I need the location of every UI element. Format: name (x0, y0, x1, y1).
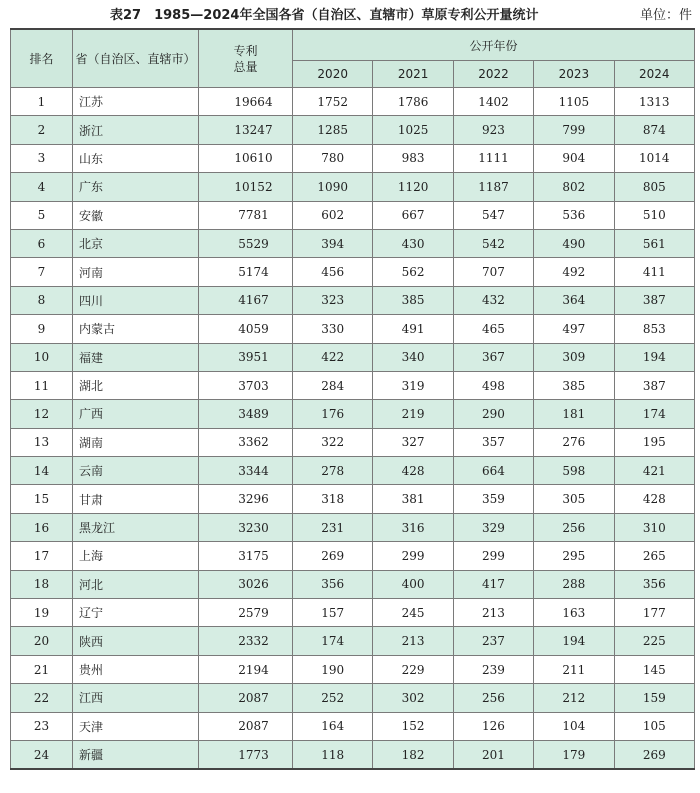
table-row (11, 485, 695, 513)
table-row (11, 457, 695, 485)
total-cell: 3175 (199, 542, 293, 570)
total-cell: 3344 (199, 457, 293, 485)
province-cell: 浙江 (73, 116, 199, 144)
year-2022-cell: 367 (453, 343, 533, 371)
year-2021-cell: 428 (373, 457, 453, 485)
year-2021-cell: 182 (373, 740, 453, 769)
province-cell: 河北 (73, 570, 199, 598)
year-2023-cell: 802 (534, 173, 614, 201)
rank-cell: 14 (11, 457, 73, 485)
year-2023-cell: 598 (534, 457, 614, 485)
year-2022-cell: 329 (453, 513, 533, 541)
table-row (11, 684, 695, 712)
table-row (11, 144, 695, 172)
year-2021-cell: 430 (373, 229, 453, 257)
year-2021-cell: 1786 (373, 88, 453, 116)
total-cell: 10610 (199, 144, 293, 172)
year-2020-cell: 323 (293, 286, 373, 314)
year-2024-cell: 265 (614, 542, 694, 570)
year-2023-cell: 536 (534, 201, 614, 229)
year-2020-cell: 231 (293, 513, 373, 541)
total-cell: 4167 (199, 286, 293, 314)
rank-cell: 9 (11, 315, 73, 343)
year-2022-cell: 542 (453, 229, 533, 257)
total-cell: 19664 (199, 88, 293, 116)
header-year-2024: 2024 (614, 61, 694, 88)
province-cell: 甘肃 (73, 485, 199, 513)
table-row (11, 570, 695, 598)
province-cell: 广西 (73, 400, 199, 428)
year-2023-cell: 179 (534, 740, 614, 769)
total-cell: 2579 (199, 599, 293, 627)
total-cell: 5174 (199, 258, 293, 286)
year-2022-cell: 1111 (453, 144, 533, 172)
header-total: 专利 总量 (199, 29, 293, 88)
year-2023-cell: 276 (534, 428, 614, 456)
year-2023-cell: 163 (534, 599, 614, 627)
header-year-2020: 2020 (293, 61, 373, 88)
year-2020-cell: 278 (293, 457, 373, 485)
table-row (11, 258, 695, 286)
year-2022-cell: 707 (453, 258, 533, 286)
table-row (11, 173, 695, 201)
year-2024-cell: 145 (614, 655, 694, 683)
year-2021-cell: 562 (373, 258, 453, 286)
year-2023-cell: 212 (534, 684, 614, 712)
header-rank: 排名 (11, 29, 73, 88)
table-row (11, 712, 695, 740)
year-2020-cell: 164 (293, 712, 373, 740)
year-2024-cell: 159 (614, 684, 694, 712)
year-2023-cell: 104 (534, 712, 614, 740)
year-2023-cell: 211 (534, 655, 614, 683)
year-2020-cell: 157 (293, 599, 373, 627)
year-2024-cell: 853 (614, 315, 694, 343)
table-body (11, 88, 695, 770)
year-2021-cell: 667 (373, 201, 453, 229)
year-2023-cell: 256 (534, 513, 614, 541)
year-2022-cell: 299 (453, 542, 533, 570)
header-years-group: 公开年份 (293, 29, 695, 61)
table-row (11, 201, 695, 229)
year-2022-cell: 126 (453, 712, 533, 740)
total-cell: 3489 (199, 400, 293, 428)
year-2024-cell: 194 (614, 343, 694, 371)
year-2024-cell: 387 (614, 286, 694, 314)
year-2022-cell: 359 (453, 485, 533, 513)
province-cell: 上海 (73, 542, 199, 570)
year-2023-cell: 295 (534, 542, 614, 570)
year-2023-cell: 194 (534, 627, 614, 655)
year-2020-cell: 118 (293, 740, 373, 769)
province-cell: 广东 (73, 173, 199, 201)
total-cell: 3296 (199, 485, 293, 513)
year-2024-cell: 174 (614, 400, 694, 428)
year-2023-cell: 364 (534, 286, 614, 314)
total-cell: 3951 (199, 343, 293, 371)
province-cell: 黑龙江 (73, 513, 199, 541)
rank-cell: 11 (11, 371, 73, 399)
year-2020-cell: 356 (293, 570, 373, 598)
year-2020-cell: 322 (293, 428, 373, 456)
year-2020-cell: 1090 (293, 173, 373, 201)
province-cell: 湖南 (73, 428, 199, 456)
total-cell: 4059 (199, 315, 293, 343)
table-row (11, 229, 695, 257)
province-cell: 湖北 (73, 371, 199, 399)
table-row (11, 655, 695, 683)
rank-cell: 15 (11, 485, 73, 513)
year-2021-cell: 299 (373, 542, 453, 570)
year-2020-cell: 456 (293, 258, 373, 286)
year-2021-cell: 213 (373, 627, 453, 655)
table-row (11, 371, 695, 399)
province-cell: 江西 (73, 684, 199, 712)
rank-cell: 20 (11, 627, 73, 655)
year-2024-cell: 874 (614, 116, 694, 144)
year-2021-cell: 1120 (373, 173, 453, 201)
table-row (11, 513, 695, 541)
table-row (11, 740, 695, 769)
table-row (11, 116, 695, 144)
year-2024-cell: 1014 (614, 144, 694, 172)
year-2020-cell: 422 (293, 343, 373, 371)
year-2021-cell: 219 (373, 400, 453, 428)
year-2020-cell: 1752 (293, 88, 373, 116)
year-2024-cell: 225 (614, 627, 694, 655)
year-2023-cell: 799 (534, 116, 614, 144)
province-cell: 河南 (73, 258, 199, 286)
year-2020-cell: 330 (293, 315, 373, 343)
year-2022-cell: 417 (453, 570, 533, 598)
year-2022-cell: 1187 (453, 173, 533, 201)
year-2024-cell: 177 (614, 599, 694, 627)
total-cell: 2087 (199, 684, 293, 712)
year-2024-cell: 195 (614, 428, 694, 456)
year-2022-cell: 432 (453, 286, 533, 314)
title-bar (0, 0, 700, 26)
table-row (11, 286, 695, 314)
year-2024-cell: 387 (614, 371, 694, 399)
province-cell: 天津 (73, 712, 199, 740)
unit-label: 单位：件 (639, 8, 692, 23)
rank-cell: 7 (11, 258, 73, 286)
rank-cell: 22 (11, 684, 73, 712)
total-cell: 2087 (199, 712, 293, 740)
year-2023-cell: 490 (534, 229, 614, 257)
rank-cell: 13 (11, 428, 73, 456)
year-2024-cell: 105 (614, 712, 694, 740)
rank-cell: 4 (11, 173, 73, 201)
total-cell: 3362 (199, 428, 293, 456)
table-row (11, 627, 695, 655)
province-cell: 山东 (73, 144, 199, 172)
year-2020-cell: 284 (293, 371, 373, 399)
year-2020-cell: 394 (293, 229, 373, 257)
year-2022-cell: 201 (453, 740, 533, 769)
table-row (11, 400, 695, 428)
rank-cell: 23 (11, 712, 73, 740)
rank-cell: 21 (11, 655, 73, 683)
year-2022-cell: 256 (453, 684, 533, 712)
header-year-2023: 2023 (534, 61, 614, 88)
year-2021-cell: 302 (373, 684, 453, 712)
year-2021-cell: 340 (373, 343, 453, 371)
rank-cell: 8 (11, 286, 73, 314)
total-cell: 2194 (199, 655, 293, 683)
year-2021-cell: 983 (373, 144, 453, 172)
rank-cell: 5 (11, 201, 73, 229)
year-2021-cell: 400 (373, 570, 453, 598)
rank-cell: 1 (11, 88, 73, 116)
year-2021-cell: 1025 (373, 116, 453, 144)
year-2022-cell: 923 (453, 116, 533, 144)
year-2021-cell: 229 (373, 655, 453, 683)
year-2023-cell: 288 (534, 570, 614, 598)
year-2020-cell: 269 (293, 542, 373, 570)
year-2020-cell: 174 (293, 627, 373, 655)
province-cell: 福建 (73, 343, 199, 371)
year-2023-cell: 385 (534, 371, 614, 399)
table-row (11, 315, 695, 343)
year-2022-cell: 213 (453, 599, 533, 627)
year-2020-cell: 190 (293, 655, 373, 683)
year-2023-cell: 305 (534, 485, 614, 513)
table-row (11, 343, 695, 371)
year-2022-cell: 498 (453, 371, 533, 399)
rank-cell: 16 (11, 513, 73, 541)
province-cell: 北京 (73, 229, 199, 257)
year-2022-cell: 357 (453, 428, 533, 456)
total-cell: 1773 (199, 740, 293, 769)
year-2022-cell: 290 (453, 400, 533, 428)
year-2021-cell: 381 (373, 485, 453, 513)
year-2023-cell: 1105 (534, 88, 614, 116)
table-row (11, 88, 695, 116)
year-2024-cell: 510 (614, 201, 694, 229)
total-cell: 3026 (199, 570, 293, 598)
year-2024-cell: 428 (614, 485, 694, 513)
year-2021-cell: 385 (373, 286, 453, 314)
year-2020-cell: 602 (293, 201, 373, 229)
year-2021-cell: 327 (373, 428, 453, 456)
rank-cell: 6 (11, 229, 73, 257)
year-2022-cell: 1402 (453, 88, 533, 116)
rank-cell: 24 (11, 740, 73, 769)
province-cell: 江苏 (73, 88, 199, 116)
year-2024-cell: 561 (614, 229, 694, 257)
year-2020-cell: 1285 (293, 116, 373, 144)
year-2020-cell: 252 (293, 684, 373, 712)
year-2023-cell: 309 (534, 343, 614, 371)
year-2024-cell: 411 (614, 258, 694, 286)
year-2024-cell: 356 (614, 570, 694, 598)
year-2021-cell: 319 (373, 371, 453, 399)
rank-cell: 2 (11, 116, 73, 144)
year-2020-cell: 318 (293, 485, 373, 513)
rank-cell: 18 (11, 570, 73, 598)
patent-statistics-table (10, 28, 695, 770)
year-2021-cell: 316 (373, 513, 453, 541)
total-cell: 7781 (199, 201, 293, 229)
year-2021-cell: 491 (373, 315, 453, 343)
year-2022-cell: 664 (453, 457, 533, 485)
table-header (11, 29, 695, 88)
total-cell: 3230 (199, 513, 293, 541)
year-2022-cell: 237 (453, 627, 533, 655)
rank-cell: 12 (11, 400, 73, 428)
province-cell: 辽宁 (73, 599, 199, 627)
province-cell: 新疆 (73, 740, 199, 769)
year-2020-cell: 780 (293, 144, 373, 172)
rank-cell: 17 (11, 542, 73, 570)
year-2024-cell: 805 (614, 173, 694, 201)
year-2022-cell: 239 (453, 655, 533, 683)
year-2022-cell: 547 (453, 201, 533, 229)
rank-cell: 10 (11, 343, 73, 371)
province-cell: 内蒙古 (73, 315, 199, 343)
total-cell: 5529 (199, 229, 293, 257)
year-2023-cell: 492 (534, 258, 614, 286)
year-2023-cell: 181 (534, 400, 614, 428)
header-province: 省（自治区、直辖市） (73, 29, 199, 88)
province-cell: 安徽 (73, 201, 199, 229)
year-2023-cell: 497 (534, 315, 614, 343)
table-row (11, 542, 695, 570)
province-cell: 陕西 (73, 627, 199, 655)
province-cell: 贵州 (73, 655, 199, 683)
table-row (11, 428, 695, 456)
total-cell: 13247 (199, 116, 293, 144)
total-cell: 3703 (199, 371, 293, 399)
year-2020-cell: 176 (293, 400, 373, 428)
table-title: 表27 1985—2024年全国各省（自治区、直辖市）草原专利公开量统计 (110, 8, 539, 23)
header-year-2021: 2021 (373, 61, 453, 88)
year-2021-cell: 152 (373, 712, 453, 740)
total-cell: 2332 (199, 627, 293, 655)
year-2024-cell: 1313 (614, 88, 694, 116)
year-2021-cell: 245 (373, 599, 453, 627)
table-row (11, 599, 695, 627)
year-2023-cell: 904 (534, 144, 614, 172)
rank-cell: 19 (11, 599, 73, 627)
year-2024-cell: 421 (614, 457, 694, 485)
province-cell: 云南 (73, 457, 199, 485)
year-2024-cell: 269 (614, 740, 694, 769)
rank-cell: 3 (11, 144, 73, 172)
year-2024-cell: 310 (614, 513, 694, 541)
year-2022-cell: 465 (453, 315, 533, 343)
province-cell: 四川 (73, 286, 199, 314)
total-cell: 10152 (199, 173, 293, 201)
header-year-2022: 2022 (453, 61, 533, 88)
